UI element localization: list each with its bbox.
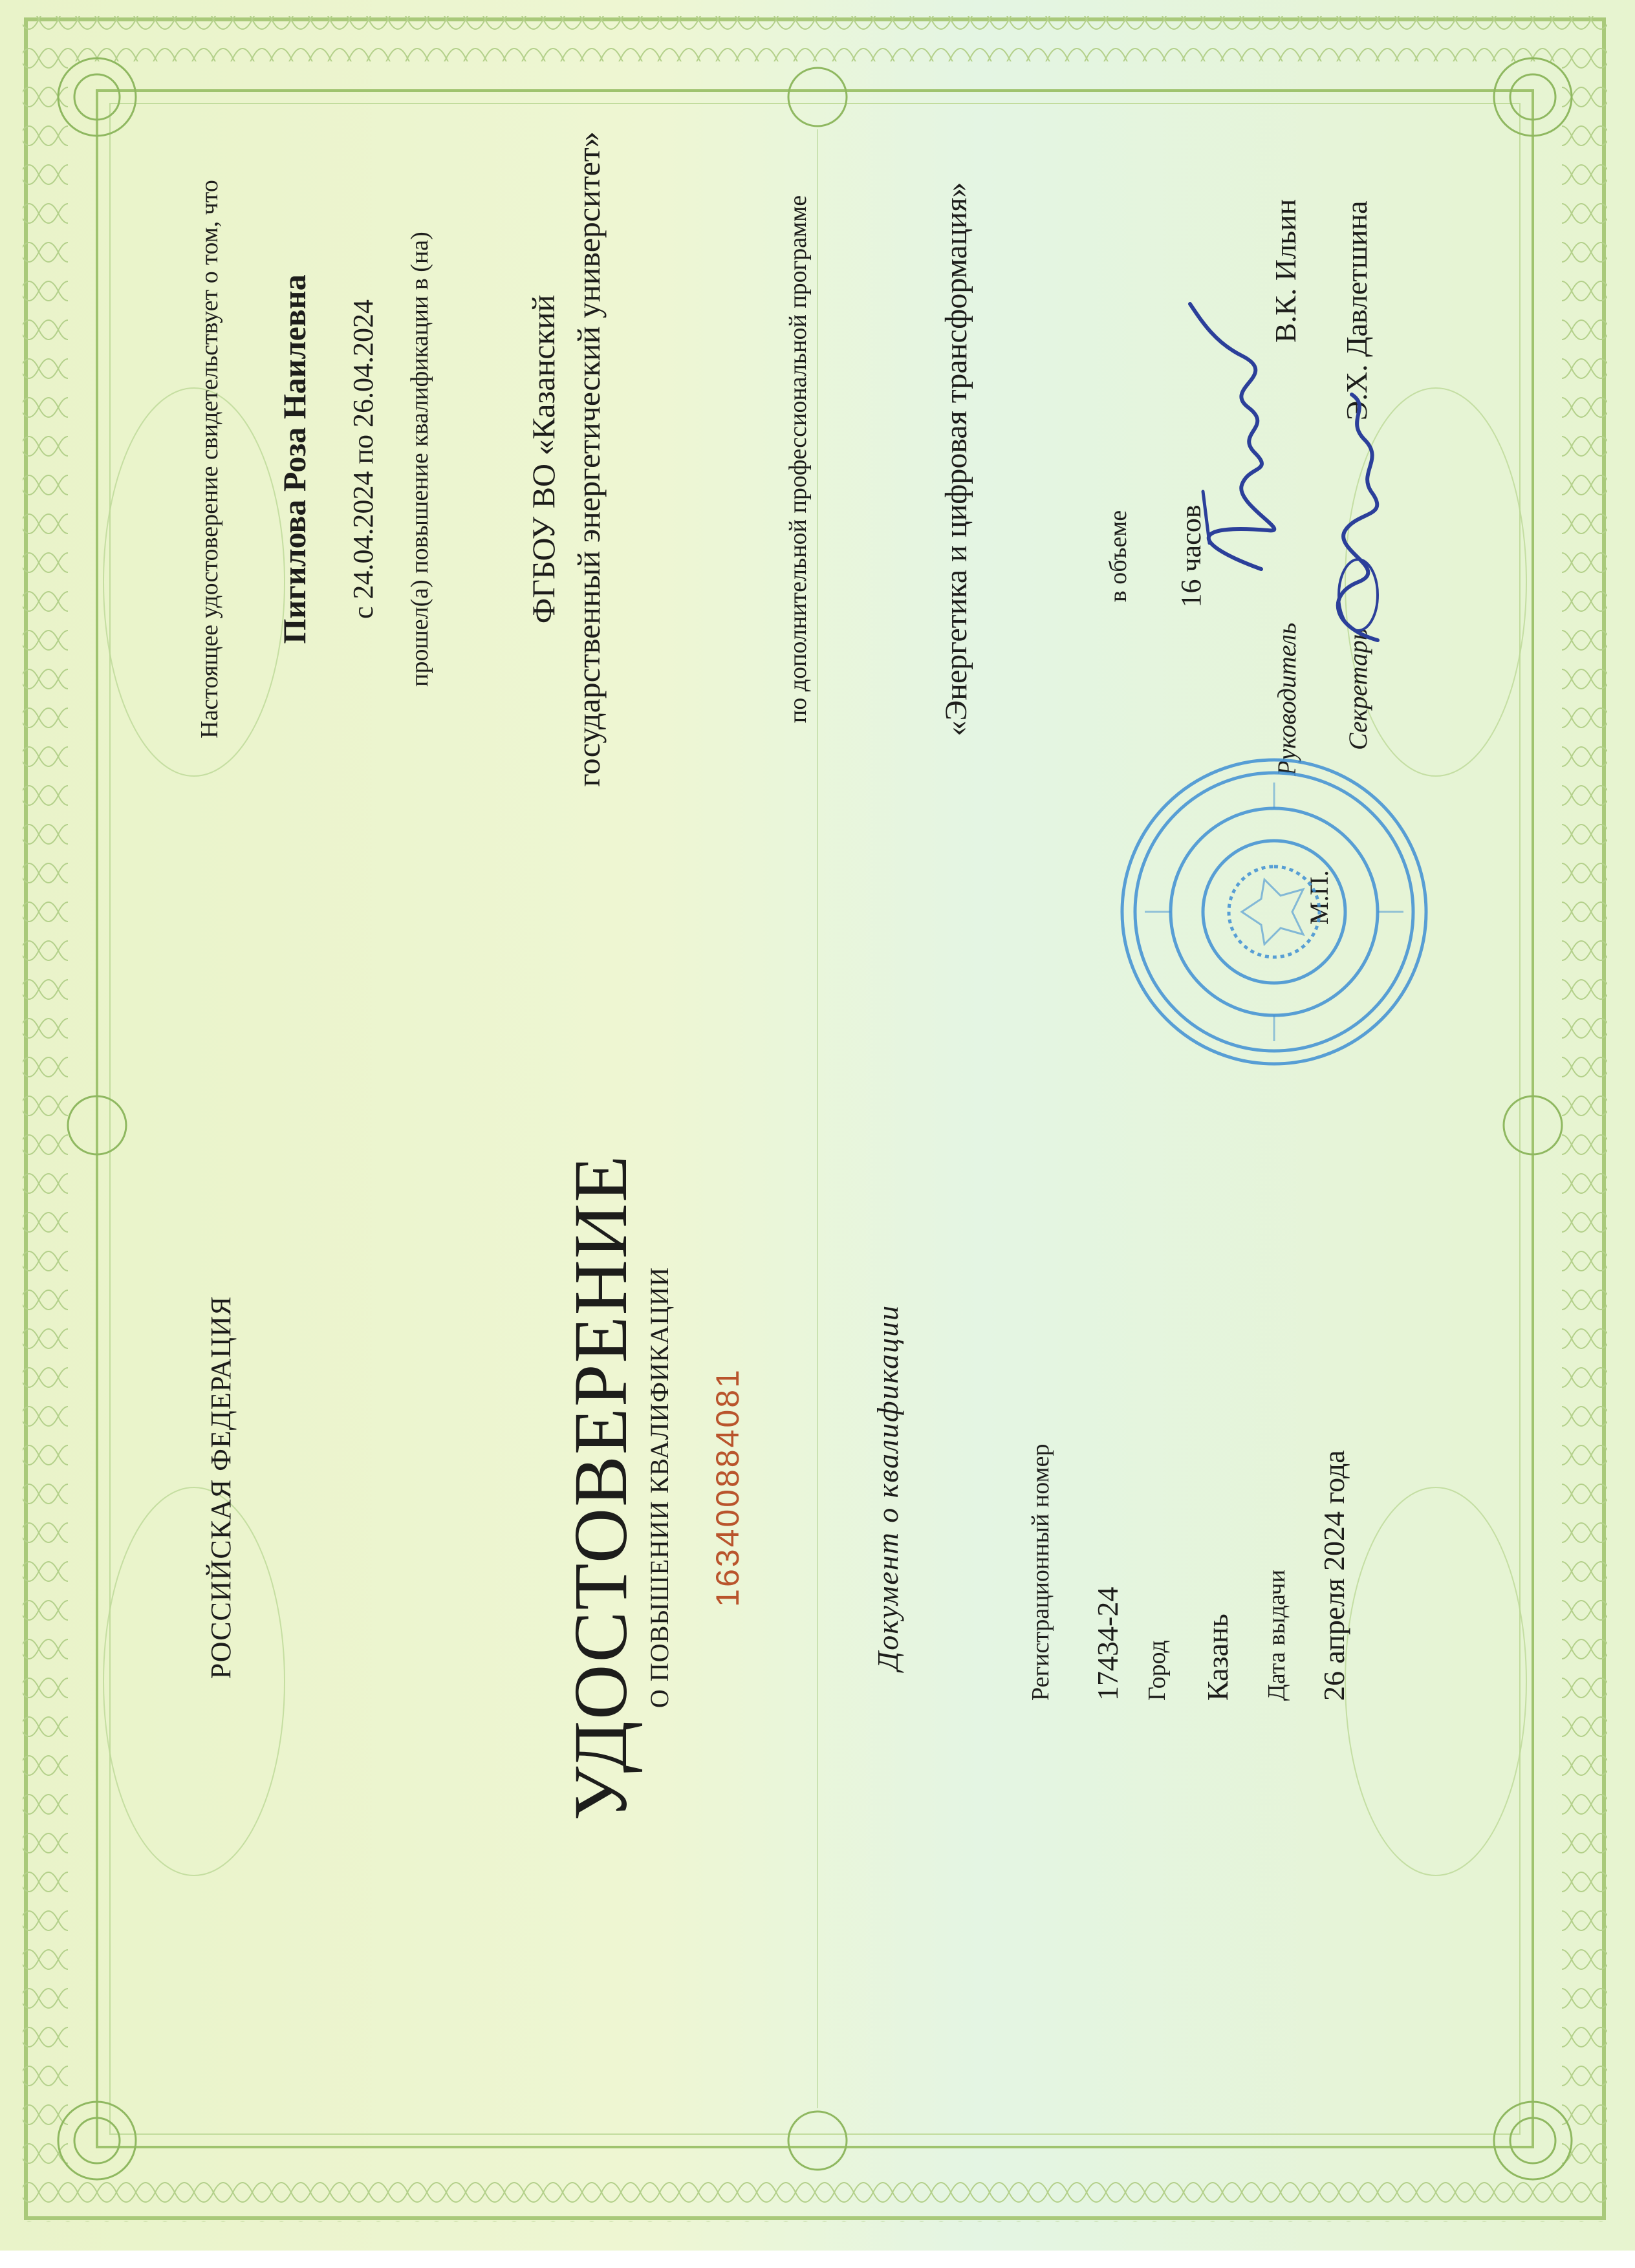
volume-value: 16 часов [1175,504,1207,608]
volume-label: в объеме [1105,510,1132,603]
organization-line-2: государственный энергетический университет» [570,131,607,787]
head-name: В.К. Ильин [1269,199,1302,343]
issue-date-value: 26 апреля 2024 года [1317,1450,1350,1701]
passed-text: прошел(а) повышение квалификации в (на) [406,232,433,687]
document-subtitle: О ПОВЫШЕНИИ КВАЛИФИКАЦИИ [645,1266,674,1709]
program-intro: по дополнительной профессиональной программе [785,195,812,724]
document-kind: Документ о квалификации [871,1304,904,1671]
intro-text: Настоящее удостоверение свидетельствует о том, что [196,180,223,739]
issue-date-label: Дата выдачи [1263,1570,1290,1701]
secretary-role: Секретарь [1343,628,1372,750]
official-seal [1112,750,1436,1074]
document-number: 163400884081 [709,1368,746,1607]
organization-line-1: ФГБОУ ВО «Казанский [525,294,561,624]
program-name: «Энергетика и цифровая трансформация» [939,182,973,737]
reg-number-value: 17434-24 [1091,1586,1124,1701]
city-label: Город [1143,1640,1171,1701]
city-value: Казань [1201,1614,1234,1701]
document-title: УДОСТОВЕРЕНИЕ [558,1154,643,1821]
training-period: с 24.04.2024 по 26.04.2024 [347,299,379,620]
head-signature [1164,285,1313,582]
holder-name: Пигилова Роза Наилевна [276,274,312,644]
secretary-name: Э.Х. Давлетшина [1340,200,1373,420]
seal-label: М.П. [1305,870,1334,925]
country-label: РОССИЙСКАЯ ФЕДЕРАЦИЯ [205,1295,237,1679]
head-role: Руководитель [1272,622,1301,776]
secretary-signature [1306,382,1410,653]
reg-number-label: Регистрационный номер [1027,1443,1054,1701]
